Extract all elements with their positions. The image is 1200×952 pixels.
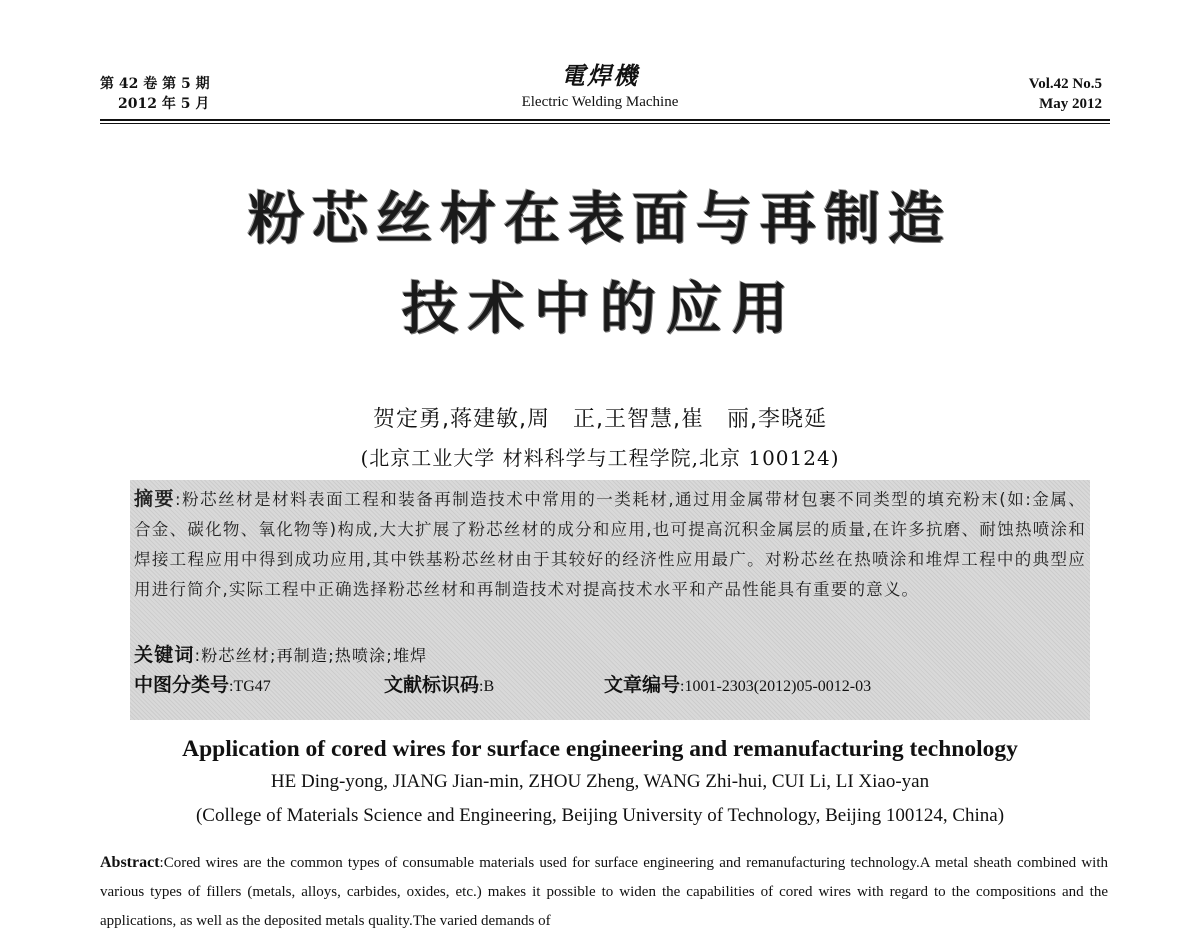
keywords-cn-label: 关键词 <box>134 644 195 666</box>
abstract-en <box>100 848 1108 936</box>
affiliation-cn: (北京工业大学 材料科学与工程学院,北京 100124) <box>360 446 840 470</box>
keywords-cn-text: :粉芯丝材;再制造;热喷涂;堆焊 <box>194 646 428 665</box>
paper-title-en: Application of cored wires for surface engineering and remanufacturing technology <box>182 736 1018 762</box>
doc-value: :B <box>479 678 495 695</box>
issue-info-en <box>1029 74 1102 114</box>
doc-label: 文献标识码 <box>384 674 480 696</box>
authors-cn: 贺定勇,蒋建敏,周 正,王智慧,崔 丽,李晓延 <box>373 407 827 432</box>
header-rule-thick <box>100 119 1110 121</box>
abstract-cn <box>134 484 1086 605</box>
article-value: :1001-2303(2012)05-0012-03 <box>680 678 872 695</box>
clc-label: 中图分类号 <box>134 674 230 696</box>
abstract-cn-label: 摘要 <box>134 488 176 510</box>
header-rule-thin <box>100 123 1110 124</box>
document-code <box>384 670 494 702</box>
article-label: 文章编号 <box>604 674 681 696</box>
paper-title-line1: 粉芯丝材在表面与再制造 <box>248 187 952 252</box>
abstract-cn-box <box>130 480 1090 720</box>
clc-value: :TG47 <box>229 678 271 695</box>
journal-logo-cn: 電焊機 <box>561 61 639 90</box>
authors-en: HE Ding-yong, JIANG Jian-min, ZHOU Zheng, WANG Zhi-hui, CUI Li, LI Xiao-yan <box>270 771 930 792</box>
clc-number <box>134 670 271 702</box>
journal-masthead <box>0 60 1200 112</box>
abstract-cn-text: :粉芯丝材是材料表面工程和装备再制造技术中常用的一类耗材,通过用金属带材包裹不同类型的填充粉末(如:金属、合金、碳化物、氧化物等)构成,大大扩展了粉芯丝材的成分和应用,也可提高沉积金属层的质量,在许多抗磨、耐蚀热喷涂和焊接工程应用中得到成功应用,其中铁基粉芯丝材由于其较好的经济性应用最广。对粉芯丝在热喷涂和堆焊工程中的典型应用进行简介,实际工程中正确选择粉芯丝材和再制造技术对提高技术水平和产品性能具有重要的意义。 <box>134 490 1087 599</box>
affiliation-en: (College of Materials Science and Engineering, Beijing University of Technology, Beijing 100124, China) <box>195 805 1005 826</box>
issue-volume: 第 42 卷 第 5 期 <box>100 76 210 92</box>
abstract-en-label: Abstract <box>100 854 160 871</box>
journal-name-en: Electric Welding Machine <box>521 94 679 110</box>
issue-date: 2012 年 5 月 <box>118 96 210 112</box>
paper-title-line2: 技术中的应用 <box>402 277 798 342</box>
issue-volume-en: Vol.42 No.5 <box>1028 76 1102 92</box>
issue-date-en: May 2012 <box>1039 96 1102 112</box>
abstract-en-text: :Cored wires are the common types of consumable materials used for surface engineering and remanufacturing technology.A metal sheath combined with various types of fillers (metals, alloys, carbides, oxides, etc.) makes it possible to widen the capabilities of cored wires with regard to the compositions and the applications, as well as the deposited metals quality.The varied demands of <box>100 855 1108 929</box>
article-number <box>604 670 871 702</box>
keywords-cn <box>134 640 427 671</box>
